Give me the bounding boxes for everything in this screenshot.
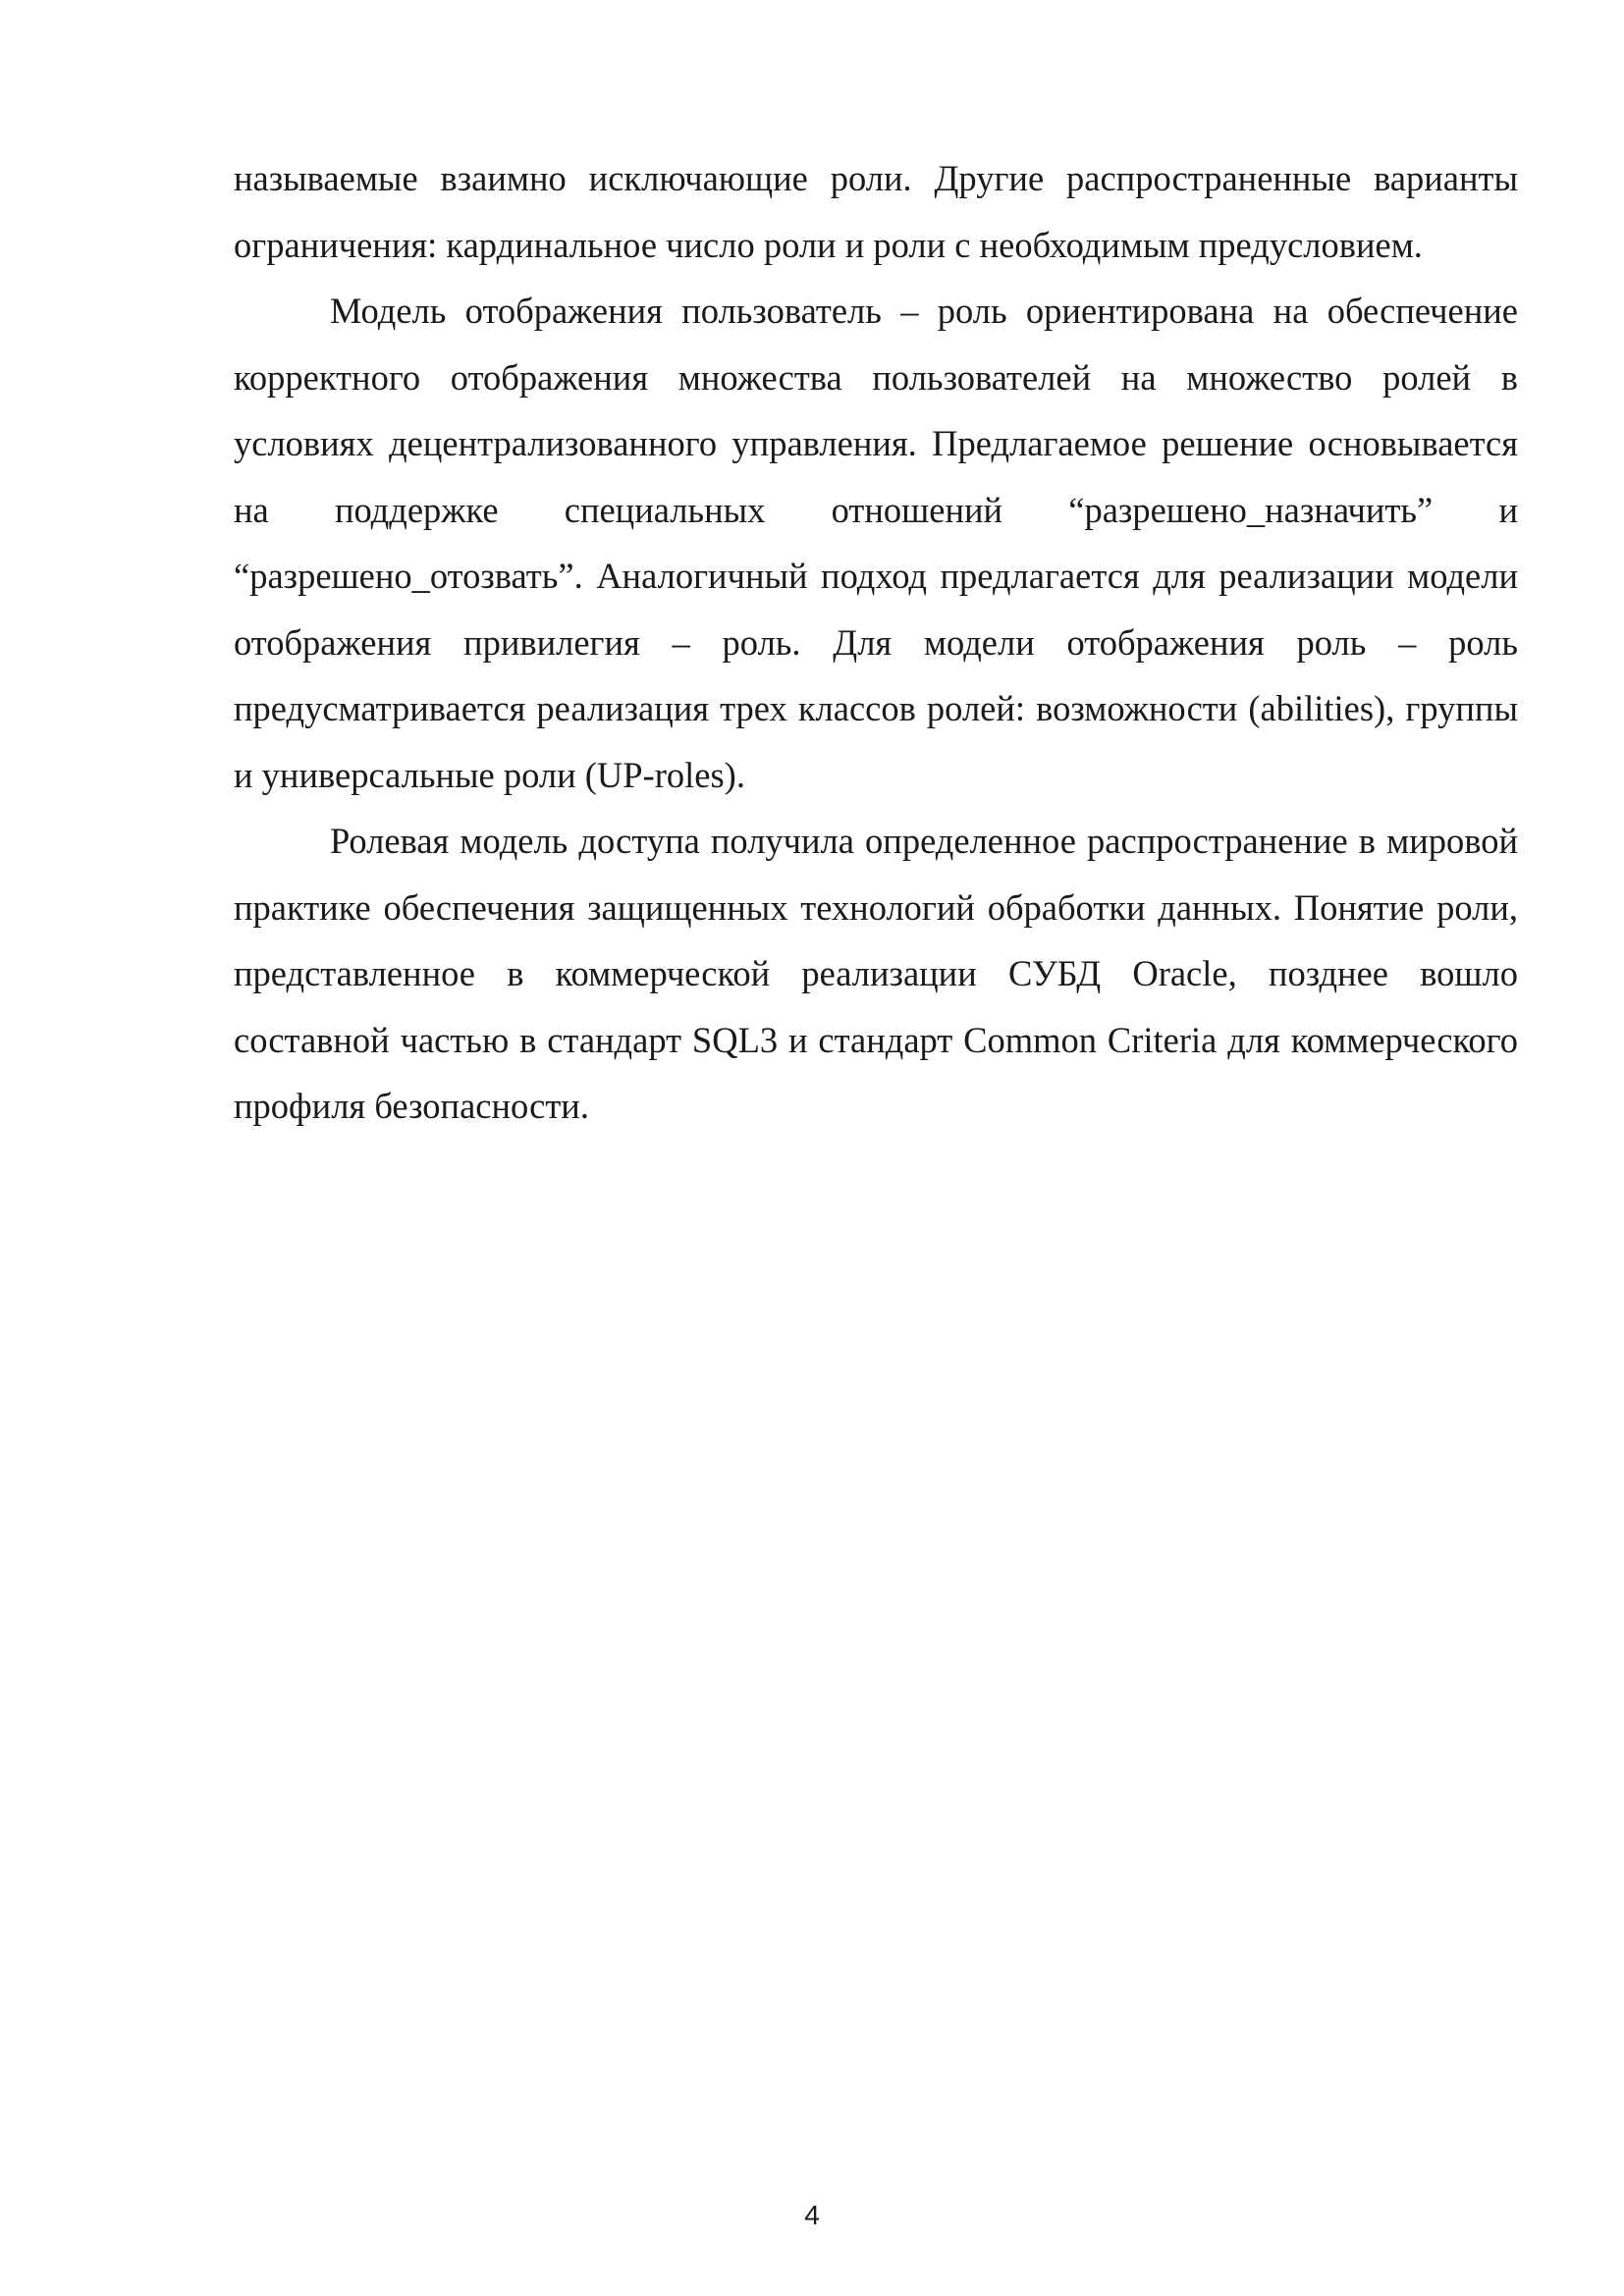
paragraph-user-role-mapping: Модель отображения пользователь – роль ориентирована на обеспечение корректного отображения множества пользователей на множество ролей в условиях децентрализованного управления. Предлагаемое решение основывается на поддержке специальных отношений “разрешено_назначить” и “разрешено_отозвать”. Аналогичный подход предлагается для реализации модели отображения привилегия – роль. Для модели отображения роль – роль предусматривается реализация трех классов ролей: возможности (abilities), группы и универсальные роли (UP-roles). xyxy=(234,291,1518,795)
page-number: 4 xyxy=(804,2200,820,2230)
paragraph-role-model-adoption: Ролевая модель доступа получила определенное распространение в мировой практике обеспечения защищенных технологий обработки данных. Понятие роли, представленное в коммерческой реализации СУБД Oracle, позднее вошло составной частью в стандарт SQL3 и стандарт Common Criteria для коммерческого профиля безопасности. xyxy=(234,821,1518,1126)
paragraph-continuation: называемые взаимно исключающие роли. Другие распространенные варианты ограничения: кардинальное число роли и роли с необходимым предусловием. xyxy=(234,158,1518,265)
document-body xyxy=(234,145,1518,1140)
